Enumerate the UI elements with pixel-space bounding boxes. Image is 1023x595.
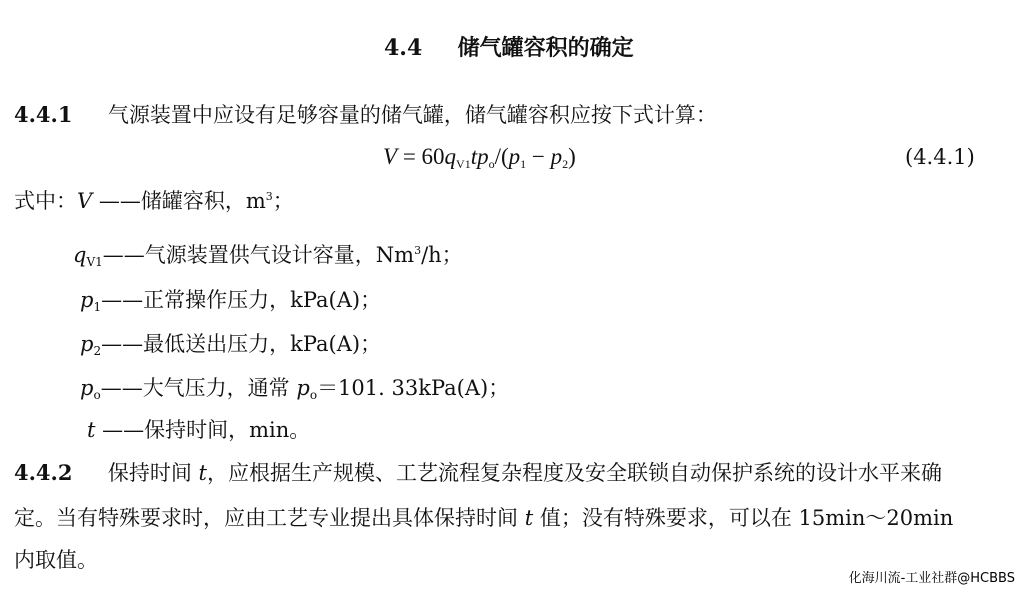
- formula-minus: −: [526, 144, 551, 169]
- where-text: ——大气压力，通常: [100, 376, 297, 400]
- formula-t: t: [470, 144, 478, 169]
- formula-p2-sub: 2: [562, 157, 569, 171]
- formula-p1-sub: 1: [520, 157, 527, 171]
- where-sub: V1: [86, 255, 103, 269]
- clause-4-4-1: [14, 104, 717, 126]
- clause-4-4-2-line2: [14, 508, 953, 529]
- section-heading: [384, 37, 634, 59]
- clause-text: 值；没有特殊要求，可以在 15min～20min: [533, 506, 954, 530]
- where-sym: t: [87, 418, 96, 442]
- clause-4-4-2-line1: [14, 462, 942, 484]
- where-line-t: [87, 420, 310, 441]
- where-text: ——储罐容积，m: [92, 189, 266, 213]
- where-sub: o: [93, 388, 101, 402]
- formula-mid: /(: [494, 144, 509, 169]
- section-title: 储气罐容积的确定: [457, 35, 634, 61]
- formula-v: V: [383, 144, 398, 169]
- where-text: ——正常操作压力，kPa(A)；: [101, 288, 382, 312]
- clause-text: 定。当有特殊要求时，应由工艺专业提出具体保持时间: [14, 506, 525, 530]
- where-text-end: ＝101. 33kPa(A)；: [317, 376, 510, 400]
- where-line-v: [14, 191, 294, 212]
- where-prefix: 式中：: [14, 189, 77, 213]
- formula-number: (4.4.1): [905, 145, 975, 169]
- where-sym: p: [80, 376, 94, 400]
- where-line-qv1: [73, 245, 463, 268]
- formula-p1: p: [508, 144, 521, 169]
- formula-q: q: [444, 144, 457, 169]
- where-sym: p: [80, 332, 94, 356]
- where-line-p1: [80, 290, 381, 313]
- where-text: ——最低送出压力，kPa(A)；: [101, 332, 382, 356]
- clause-sym: t: [524, 506, 534, 530]
- clause-sym: t: [198, 461, 207, 485]
- where-text: ——保持时间，min。: [95, 418, 311, 442]
- watermark: 化海川流-工业社群@HCBBS: [848, 571, 1015, 586]
- where-sym: q: [73, 243, 87, 267]
- where-sym: p: [80, 288, 94, 312]
- where-sym: V: [77, 189, 93, 213]
- formula-p: p: [477, 144, 489, 169]
- where-text-end: ；: [272, 189, 294, 213]
- where-sym-inline: p: [296, 376, 310, 400]
- clause-text: 保持时间: [107, 461, 199, 485]
- clause-number: 4.4.2: [14, 460, 73, 485]
- where-line-po: [80, 378, 509, 401]
- formula-p2: p: [550, 144, 563, 169]
- where-sub-inline: o: [309, 388, 318, 402]
- where-line-p2: [80, 334, 381, 357]
- section-number: 4.4: [384, 35, 423, 61]
- where-sub: 1: [93, 300, 102, 314]
- where-text-end: /h；: [421, 243, 463, 267]
- formula-close: ): [568, 144, 576, 169]
- where-sup: 3: [414, 244, 422, 257]
- clause-number: 4.4.1: [14, 102, 73, 127]
- formula-p-sub: o: [488, 157, 495, 171]
- clause-text: ，应根据生产规模、工艺流程复杂程度及安全联锁自动保护系统的设计水平来确: [206, 461, 942, 485]
- where-sub: 2: [93, 344, 102, 358]
- where-sup: 3: [265, 190, 273, 203]
- clause-text: 气源装置中应设有足够容量的储气罐，储气罐容积应按下式计算：: [107, 103, 717, 127]
- where-text: ——气源装置供气设计容量，Nm: [102, 243, 415, 267]
- clause-4-4-2-line3: 内取值。: [14, 548, 98, 572]
- formula-eq: = 60: [397, 144, 445, 169]
- formula-q-sub: V1: [456, 157, 471, 171]
- formula: [383, 145, 576, 170]
